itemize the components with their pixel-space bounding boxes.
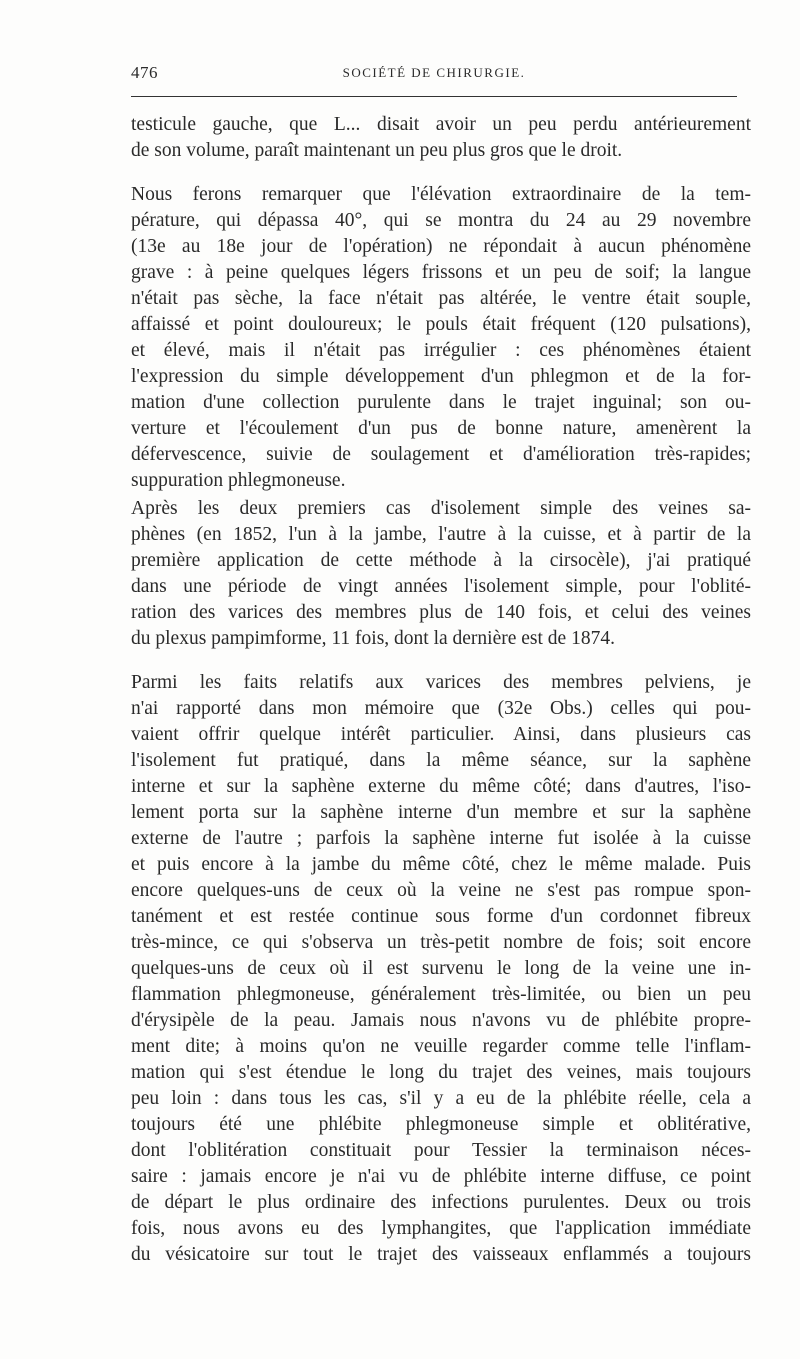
text-line: externe de l'autre ; parfois la saphène interne fut isolée à la cuisse (131, 828, 751, 849)
text-line: encore quelques-uns de ceux où la veine ne s'est pas rompue spon- (131, 880, 751, 901)
page-number: 476 (131, 63, 158, 82)
text-line: défervescence, suivie de soulagement et d'amélioration très-rapides; (131, 444, 751, 465)
text-line: ment dite; à moins qu'on ne veuille regarder comme telle l'inflam- (131, 1036, 751, 1057)
text-line: pérature, qui dépassa 40°, qui se montra du 24 au 29 novembre (131, 210, 751, 231)
text-line: de départ le plus ordinaire des infections purulentes. Deux ou trois (131, 1192, 751, 1213)
text-line: Nous ferons remarquer que l'élévation extraordinaire de la tem- (131, 184, 751, 205)
text-line: verture et l'écoulement d'un pus de bonne nature, amenèrent la (131, 418, 751, 439)
text-line: fois, nous avons eu des lymphangites, que l'application immédiate (131, 1218, 751, 1239)
paragraph-gap (131, 164, 751, 182)
text-line: testicule gauche, que L... disait avoir un peu perdu antérieurement (131, 114, 751, 135)
text-line: (13e au 18e jour de l'opération) ne répondait à aucun phénomène (131, 236, 751, 257)
text-line: l'expression du simple développement d'un phlegmon et de la for- (131, 366, 751, 387)
text-line: suppuration phlegmoneuse. (131, 470, 346, 491)
text-line: Parmi les faits relatifs aux varices des membres pelviens, je (131, 672, 751, 693)
text-line: d'érysipèle de la peau. Jamais nous n'avons vu de phlébite propre- (131, 1010, 751, 1031)
body-text (131, 112, 751, 1268)
text-line: interne et sur la saphène externe du même côté; dans d'autres, l'iso- (131, 776, 751, 797)
text-line: dont l'oblitération constituait pour Tessier la terminaison néces- (131, 1140, 751, 1161)
text-line: l'isolement fut pratiqué, dans la même séance, sur la saphène (131, 750, 751, 771)
paragraph (131, 670, 751, 1268)
text-line: phènes (en 1852, l'un à la jambe, l'autre à la cuisse, et à partir de la (131, 524, 751, 545)
text-line: première application de cette méthode à la cirsocèle), j'ai pratiqué (131, 550, 751, 571)
paragraph (131, 182, 751, 494)
page-header (131, 63, 737, 85)
text-line: de son volume, paraît maintenant un peu plus gros que le droit. (131, 140, 623, 161)
text-line: vaient offrir quelque intérêt particulier. Ainsi, dans plusieurs cas (131, 724, 751, 745)
text-line: et puis encore à la jambe du même côté, chez le même malade. Puis (131, 854, 751, 875)
text-line: lement porta sur la saphène interne d'un membre et sur la saphène (131, 802, 751, 823)
paragraph (131, 112, 751, 164)
text-line: flammation phlegmoneuse, généralement très-limitée, ou bien un peu (131, 984, 751, 1005)
paragraph (131, 496, 751, 652)
header-rule (131, 96, 737, 97)
running-title: SOCIÉTÉ DE CHIRURGIE. (342, 65, 526, 80)
text-line: et élevé, mais il n'était pas irrégulier : ces phénomènes étaient (131, 340, 751, 361)
text-line: mation qui s'est étendue le long du trajet des veines, mais toujours (131, 1062, 751, 1083)
text-line: du vésicatoire sur tout le trajet des vaisseaux enflammés a toujours (131, 1244, 751, 1265)
text-line: toujours été une phlébite phlegmoneuse simple et oblitérative, (131, 1114, 751, 1135)
text-line: très-mince, ce qui s'observa un très-petit nombre de fois; soit encore (131, 932, 751, 953)
text-line: affaissé et point douloureux; le pouls était fréquent (120 pulsations), (131, 314, 751, 335)
text-line: Après les deux premiers cas d'isolement simple des veines sa- (131, 498, 751, 519)
text-line: saire : jamais encore je n'ai vu de phlébite interne diffuse, ce point (131, 1166, 751, 1187)
paragraph-gap (131, 652, 751, 670)
text-line: n'était pas sèche, la face n'était pas altérée, le ventre était souple, (131, 288, 751, 309)
text-line: peu loin : dans tous les cas, s'il y a eu de la phlébite réelle, cela a (131, 1088, 751, 1109)
text-line: dans une période de vingt années l'isolement simple, pour l'oblité- (131, 576, 751, 597)
text-line: mation d'une collection purulente dans le trajet inguinal; son ou- (131, 392, 751, 413)
text-line: grave : à peine quelques légers frissons et un peu de soif; la langue (131, 262, 751, 283)
text-line: n'ai rapporté dans mon mémoire que (32e Obs.) celles qui pou- (131, 698, 751, 719)
text-line: ration des varices des membres plus de 140 fois, et celui des veines (131, 602, 751, 623)
text-line: tanément et est restée continue sous forme d'un cordonnet fibreux (131, 906, 751, 927)
text-line: du plexus pampimforme, 11 fois, dont la dernière est de 1874. (131, 628, 615, 649)
text-line: quelques-uns de ceux où il est survenu le long de la veine une in- (131, 958, 751, 979)
